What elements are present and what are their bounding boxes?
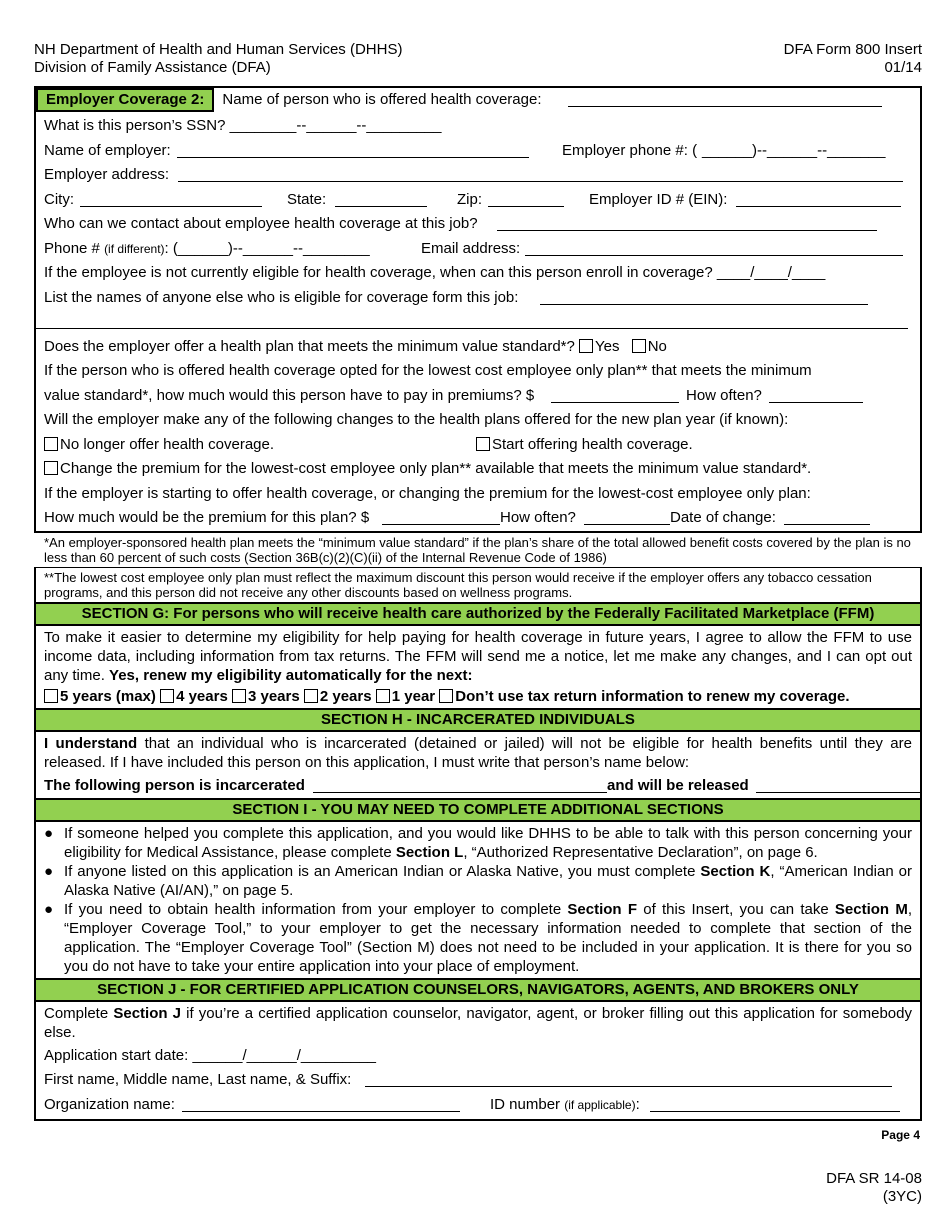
renew-2-years-label: 2 years [319,687,372,705]
renew-4-years-label: 4 years [176,687,228,705]
list-names-continuation-row [36,310,920,335]
release-date-field[interactable] [756,779,920,793]
full-name-label: First name, Middle name, Last name, & Suffix: [44,1071,352,1088]
organization-field[interactable] [182,1098,460,1112]
how-often-label-2: How often? [500,509,576,526]
incarcerated-label: The following person is incarcerated [44,776,305,794]
change-premium-row [36,457,920,482]
form-frame [34,86,922,1121]
no-longer-label: No longer offer health coverage. [60,435,275,453]
ein-field[interactable] [736,193,901,207]
premium-amount-field[interactable] [551,389,679,403]
city-field[interactable] [80,193,262,207]
phone-email-row [36,237,920,262]
page-number: Page 4 [881,1128,920,1142]
footnote-lowest-cost: **The lowest cost employee only plan must reflect the maximum discount this person would receive if the employer offers any tobacco cessation programs, and this person did not receive any other discounts based on wellness programs. [34,567,922,602]
start-date-row [36,1044,920,1069]
header-left [34,41,402,77]
footer-code-line2: (3YC) [882,1188,922,1205]
renew-3-years-label: 3 years [247,687,300,705]
employer-coverage-header-row [36,88,920,114]
department-name: NH Department of Health and Human Services (DHHS) [34,41,403,58]
no-longer-checkbox[interactable] [44,437,58,451]
section-j-body: Complete Section J if you’re a certified application counselor, navigator, agent, or broker filling out this application for somebody else. [44,1004,912,1041]
list-names-field-2[interactable] [36,315,908,329]
how-often-label: How often? [686,386,762,404]
person-name-field[interactable] [568,93,882,107]
section-g-renew: Yes, renew my eligibility automatically for the next: [109,666,473,684]
id-number-field[interactable] [650,1098,900,1112]
phone-note: (if different) [104,241,165,256]
changes-question: Will the employer make any of the following changes to the health plans offered for the new plan year (if known): [44,411,789,428]
header-right [784,41,922,77]
no-label: No [647,337,667,355]
plan-premium-field[interactable] [382,511,500,525]
employer-phone-field[interactable]: ______)--______--_______ [702,141,886,159]
renew-3-years-checkbox[interactable] [232,689,246,703]
enroll-date-field[interactable]: ____/____/____ [716,264,826,281]
renew-5-years-checkbox[interactable] [44,689,58,703]
list-names-field[interactable] [540,291,868,305]
section-i-heading: SECTION I - YOU MAY NEED TO COMPLETE ADDITIONAL SECTIONS [36,798,920,822]
section-g-heading: SECTION G: For persons who will receive health care authorized by the Federally Facilitated Marketplace (FFM) [36,602,920,626]
yes-label: Yes [595,337,620,355]
footer-code [826,1170,922,1206]
premium-plan-label: How much would be the premium for this plan? $ [44,509,370,526]
lowest-cost-text-2: value standard*, how much would this person have to pay in premiums? $ [44,386,535,404]
ssn-label: What is this person’s SSN? [44,117,226,134]
section-h-text: that an individual who is incarcerated (detained or jailed) will not be eligible for health benefits until they are released. If I have included this person on this application, I must write that person’s name below: [44,734,912,771]
organization-row: Organization name: ID number (if applicable): [36,1093,920,1119]
lowest-cost-row-1 [36,359,920,384]
phone-label: Phone # [44,239,100,257]
renew-5-years-label: 5 years (max) [60,687,156,705]
email-field[interactable] [525,242,903,256]
min-value-question: Does the employer offer a health plan that meets the minimum value standard*? [44,337,575,355]
person-name-label: Name of person who is offered health coverage: [222,91,542,108]
state-field[interactable] [335,193,427,207]
section-h-understand: I understand [44,734,138,752]
full-name-field[interactable] [365,1073,892,1087]
no-renew-checkbox[interactable] [439,689,453,703]
renew-2-years-checkbox[interactable] [304,689,318,703]
bullet-icon: ● [44,900,54,918]
employer-name-label: Name of employer: [44,141,171,159]
section-h-heading: SECTION H - INCARCERATED INDIVIDUALS [36,708,920,732]
employer-address-field[interactable] [178,168,903,182]
enroll-row [36,261,920,286]
contact-row [36,212,920,237]
how-often-field-2[interactable] [584,511,670,525]
incarcerated-name-field[interactable] [313,779,607,793]
employer-address-label: Employer address: [44,166,170,183]
city-state-row [36,188,920,213]
renew-1-year-label: 1 year [391,687,436,705]
list-names-row [36,286,920,311]
ssn-row [36,114,920,139]
contact-label: Who can we contact about employee health coverage at this job? [44,215,478,232]
employer-name-field[interactable] [177,144,529,158]
form-date: 01/14 [884,59,922,76]
ssn-field[interactable]: ________--______--_________ [229,117,442,134]
section-h-body [36,732,920,774]
contact-field[interactable] [497,217,877,231]
renew-4-years-checkbox[interactable] [160,689,174,703]
if-starting-row [36,482,920,507]
employer-address-row [36,163,920,188]
city-label: City: [44,190,74,208]
id-number-label: ID number [490,1095,561,1113]
zip-field[interactable] [488,193,564,207]
list-item: ● If someone helped you complete this application, and you would like DHHS to be able to talk with this person concerning your eligibility for Medical Assistance, please complete Section L, “Authorized Representative Declaration”, on page 6. [44,824,912,861]
section-j-heading: SECTION J - FOR CERTIFIED APPLICATION COUNSELORS, NAVIGATORS, AGENTS, AND BROKERS ONLY [36,978,920,1002]
date-change-label: Date of change: [670,509,776,526]
renew-1-year-checkbox[interactable] [376,689,390,703]
change-premium-label: Change the premium for the lowest-cost employee only plan** available that meets the minimum value standard*. [60,460,812,477]
min-value-row [36,335,920,360]
bullet-icon: ● [44,862,54,880]
zip-label: Zip: [457,190,483,208]
footnote-min-value: *An employer-sponsored health plan meets the “minimum value standard” if the plan’s share of the total allowed benefit costs covered by the plan is no less than 60 percent of such costs (Section 36B(c)(2)(C)(ii) of the Internal Revenue Code of 1986) [34,531,922,567]
changes-row [36,408,920,433]
form-name: DFA Form 800 Insert [783,41,922,58]
division-name: Division of Family Assistance (DFA) [34,59,271,76]
section-g-body [36,626,920,687]
email-label: Email address: [421,239,521,257]
start-offering-label: Start offering health coverage. [492,435,693,453]
change-premium-checkbox[interactable] [44,461,58,475]
start-date-field[interactable]: ______/______/_________ [192,1046,376,1064]
employer-phone-label: Employer phone #: ( [562,141,698,159]
employer-coverage-tag: Employer Coverage 2: [36,88,214,112]
enroll-label: If the employee is not currently eligible for health coverage, when can this person enroll in coverage? [44,264,713,281]
ein-label: Employer ID # (EIN): [589,190,728,208]
full-name-row [36,1068,920,1093]
lowest-cost-row-2 [36,384,920,409]
released-label: and will be released [607,776,749,794]
start-offering-checkbox[interactable] [476,437,490,451]
section-g-text: To make it easier to determine my eligibility for help paying for health coverage in future years, I agree to allow the FFM to use income data, including information from tax returns. The FFM will send me a notice, let me make any changes, and I can opt out any time. [44,628,912,684]
incarcerated-row [36,774,920,798]
yes-checkbox[interactable] [579,339,593,353]
section-i-list [36,822,920,978]
premium-plan-row [36,506,920,531]
renewal-options [36,687,920,708]
state-label: State: [287,190,327,208]
bullet-icon: ● [44,824,54,842]
no-checkbox[interactable] [632,339,646,353]
phone-field[interactable]: : (______)--______--________ [164,239,370,257]
lowest-cost-text-1: If the person who is offered health coverage opted for the lowest cost employee only plan** that meets the minimum [44,362,812,379]
employer-name-row [36,139,920,164]
how-often-field[interactable] [769,389,863,403]
list-item: ● If anyone listed on this application is an American Indian or Alaska Native, you must complete Section K, “American Indian or Alaska Native (AI/AN),” on page 5. [44,862,913,899]
start-date-label: Application start date: [44,1046,189,1064]
id-number-note: (if applicable) [564,1097,636,1112]
date-change-field[interactable] [784,511,870,525]
if-starting-text: If the employer is starting to offer health coverage, or changing the premium for the lowest-cost employee only plan: [44,484,811,502]
footer-code-line1: DFA SR 14-08 [826,1170,922,1187]
organization-label: Organization name: [44,1095,175,1113]
list-names-label: List the names of anyone else who is eligible for coverage form this job: [44,288,519,306]
list-item: ● If you need to obtain health information from your employer to complete Section F of this Insert, you can take Section M, “Employer Coverage Tool,” to your employer to get the necessary information needed to complete that section of the application. The “Employer Coverage Tool” (Section M) does not need to be included in your application. It is there for you so you do not have to take your entire application into your place of employment. [44,900,913,975]
changes-options-row [36,433,920,458]
no-renew-label: Don’t use tax return information to renew my coverage. [455,687,850,705]
